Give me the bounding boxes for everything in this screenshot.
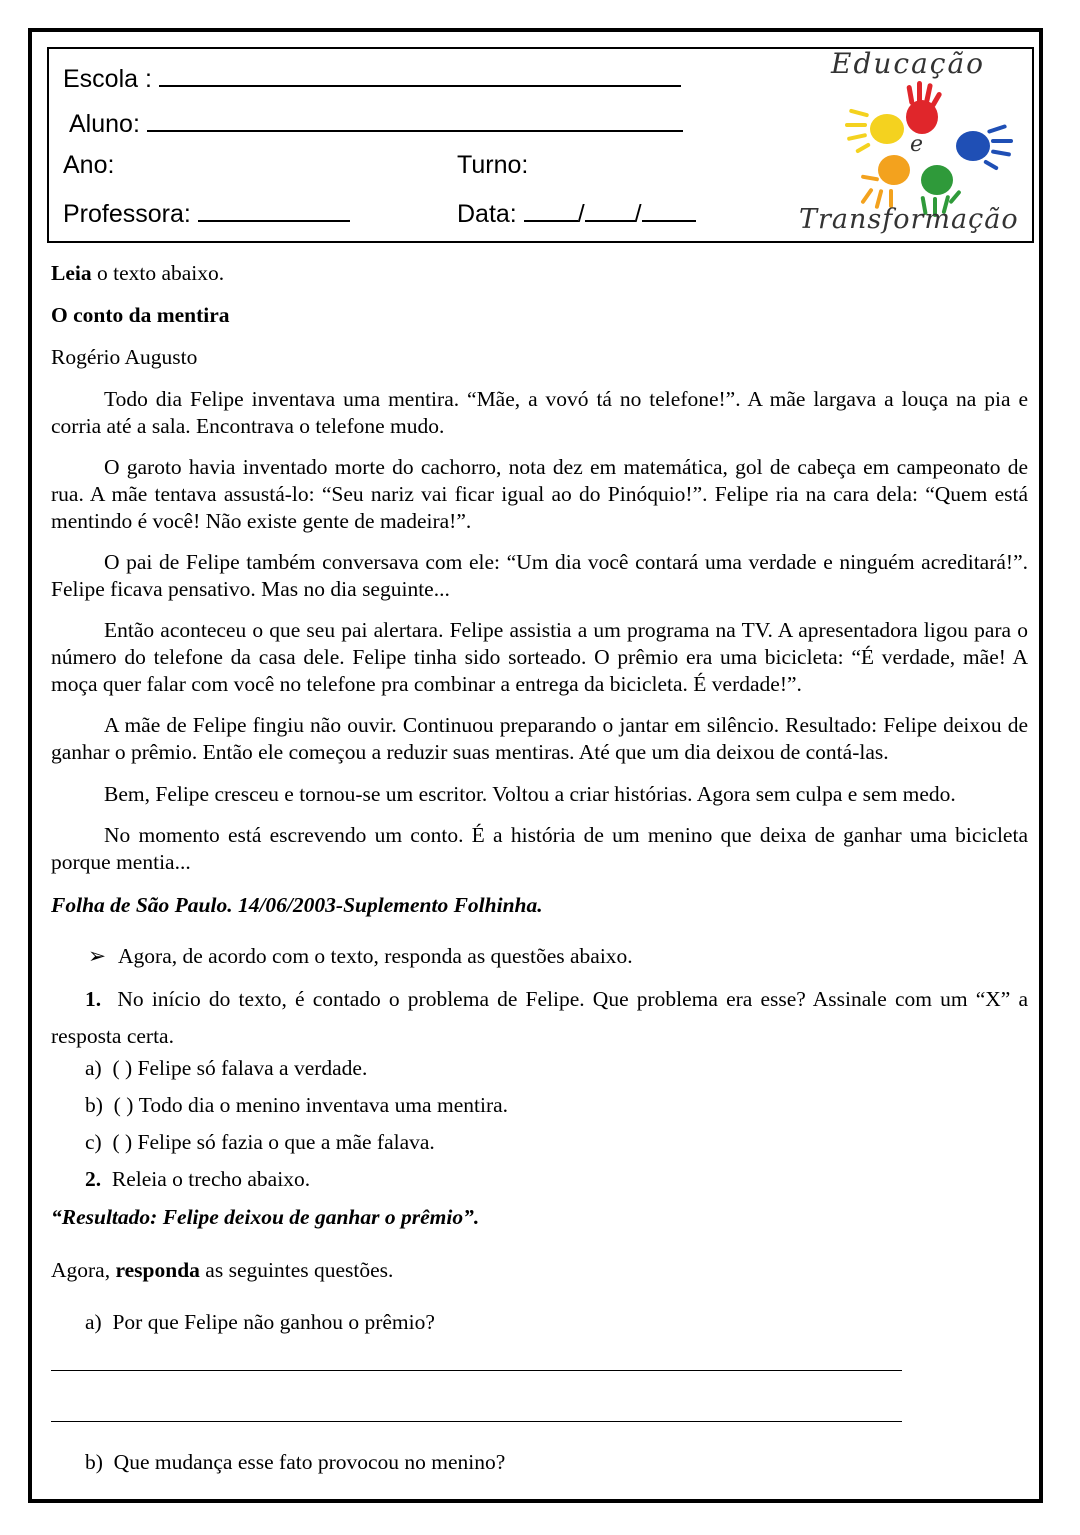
option-letter: b) [85,1093,103,1117]
story-paragraph: O garoto havia inventado morte do cachorro, nota dez em matemática, gol de cabeça em campeonato de rua. A mãe tentava assustá-lo: “Seu nariz vai ficar igual ao do Pinóquio!”. Felipe ria na cara dela: “Quem está mentindo é você! Não existe gente de madeira!”. [51,455,1028,533]
option-text: Felipe só falava a verdade. [137,1056,368,1080]
logo-text-mid: e [910,132,926,157]
question-2-prompt [51,1257,1028,1284]
story-title: O conto da mentira [51,303,230,327]
arrow-bullet-icon: ➢ [88,944,107,968]
q1-option-a[interactable] [85,1055,367,1082]
checkbox-parens[interactable]: ( ) [112,1130,133,1154]
instructions-text: Agora, de acordo com o texto, responda as questões abaixo. [118,944,633,968]
answer-line[interactable] [51,1421,902,1422]
turno-label: Turno: [457,151,529,179]
question-2-text: Releia o trecho abaixo. [111,1167,311,1191]
q1-option-c[interactable] [85,1129,435,1156]
sub-letter: a) [85,1310,102,1334]
question-2b [85,1449,505,1476]
question-1 [51,981,1028,1055]
intro-bold: Leia [51,261,92,285]
story-paragraph: Todo dia Felipe inventava uma mentira. “Mãe, a vovó tá no telefone!”. A mãe largava a louça na pia e corria até a sala. Encontrava o telefone mudo. [51,387,1028,438]
option-letter: c) [85,1130,102,1154]
content [32,32,1039,1499]
checkbox-parens[interactable]: ( ) [113,1093,134,1117]
story-paragraph: Então aconteceu o que seu pai alertara. Felipe assistia a um programa na TV. A apresentadora ligou para o número do telefone da casa dele. Felipe tinha sido sorteado. O prêmio era uma bicicleta: “É verdade, mãe! A moça quer falar com você no telefone pra combinar a entrega da bicicleta. É verdade!”. [51,618,1028,696]
option-text: Todo dia o menino inventava uma mentira. [138,1093,509,1117]
prompt-text: as seguintes questões. [199,1258,394,1282]
data-separator: / [577,200,585,228]
question-1-number: 1. [85,987,102,1011]
data-label: Data: [457,200,517,228]
question-1-text: No início do texto, é contado o problema de Felipe. Que problema era esse? Assinale com um “X” a resposta certa. [51,987,1028,1048]
question-2 [85,1166,310,1193]
story-paragraph: O pai de Felipe também conversava com ele: “Um dia você contará uma verdade e ninguém acreditará!”. Felipe ficava pensativo. Mas no dia seguinte... [51,550,1028,601]
answer-line[interactable] [51,1370,902,1371]
instructions-line [88,943,633,970]
data-separator: / [634,200,642,228]
prompt-bold: responda [115,1258,200,1282]
option-letter: a) [85,1056,102,1080]
question-2-number: 2. [85,1167,102,1191]
checkbox-parens[interactable]: ( ) [112,1056,133,1080]
logo-text-bottom: Transformação [799,204,1019,235]
logo-text-top: Educação [831,47,986,80]
escola-label: Escola : [63,65,152,93]
option-text: Felipe só fazia o que a mãe falava. [137,1130,435,1154]
q1-option-b[interactable] [85,1092,508,1119]
aluno-label: Aluno: [69,110,140,138]
story-source: Folha de São Paulo. 14/06/2003-Suplemento Folhinha. [51,893,543,917]
question-2a [85,1309,435,1336]
intro-rest: o texto abaixo. [91,261,225,285]
worksheet-page [28,28,1043,1503]
story-paragraph: Bem, Felipe cresceu e tornou-se um escritor. Voltou a criar histórias. Agora sem culpa e sem medo. [104,782,956,806]
intro-line [51,260,1028,287]
sub-letter: b) [85,1450,103,1474]
sub-question-text: Por que Felipe não ganhou o prêmio? [112,1310,435,1334]
story-author: Rogério Augusto [51,345,198,369]
story-paragraph: No momento está escrevendo um conto. É a história de um menino que deixa de ganhar uma bicicleta porque mentia... [51,823,1028,874]
sub-question-text: Que mudança esse fato provocou no menino? [113,1450,506,1474]
question-2-quote: “Resultado: Felipe deixou de ganhar o prêmio”. [51,1205,480,1229]
ano-label: Ano: [63,151,115,179]
professora-label: Professora: [63,200,191,228]
story-paragraph: A mãe de Felipe fingiu não ouvir. Continuou preparando o jantar em silêncio. Resultado: Felipe deixou de ganhar o prêmio. Então ele começou a reduzir suas mentiras. Até que um dia deixou de contá-las. [51,713,1028,764]
prompt-text: Agora, [51,1258,116,1282]
